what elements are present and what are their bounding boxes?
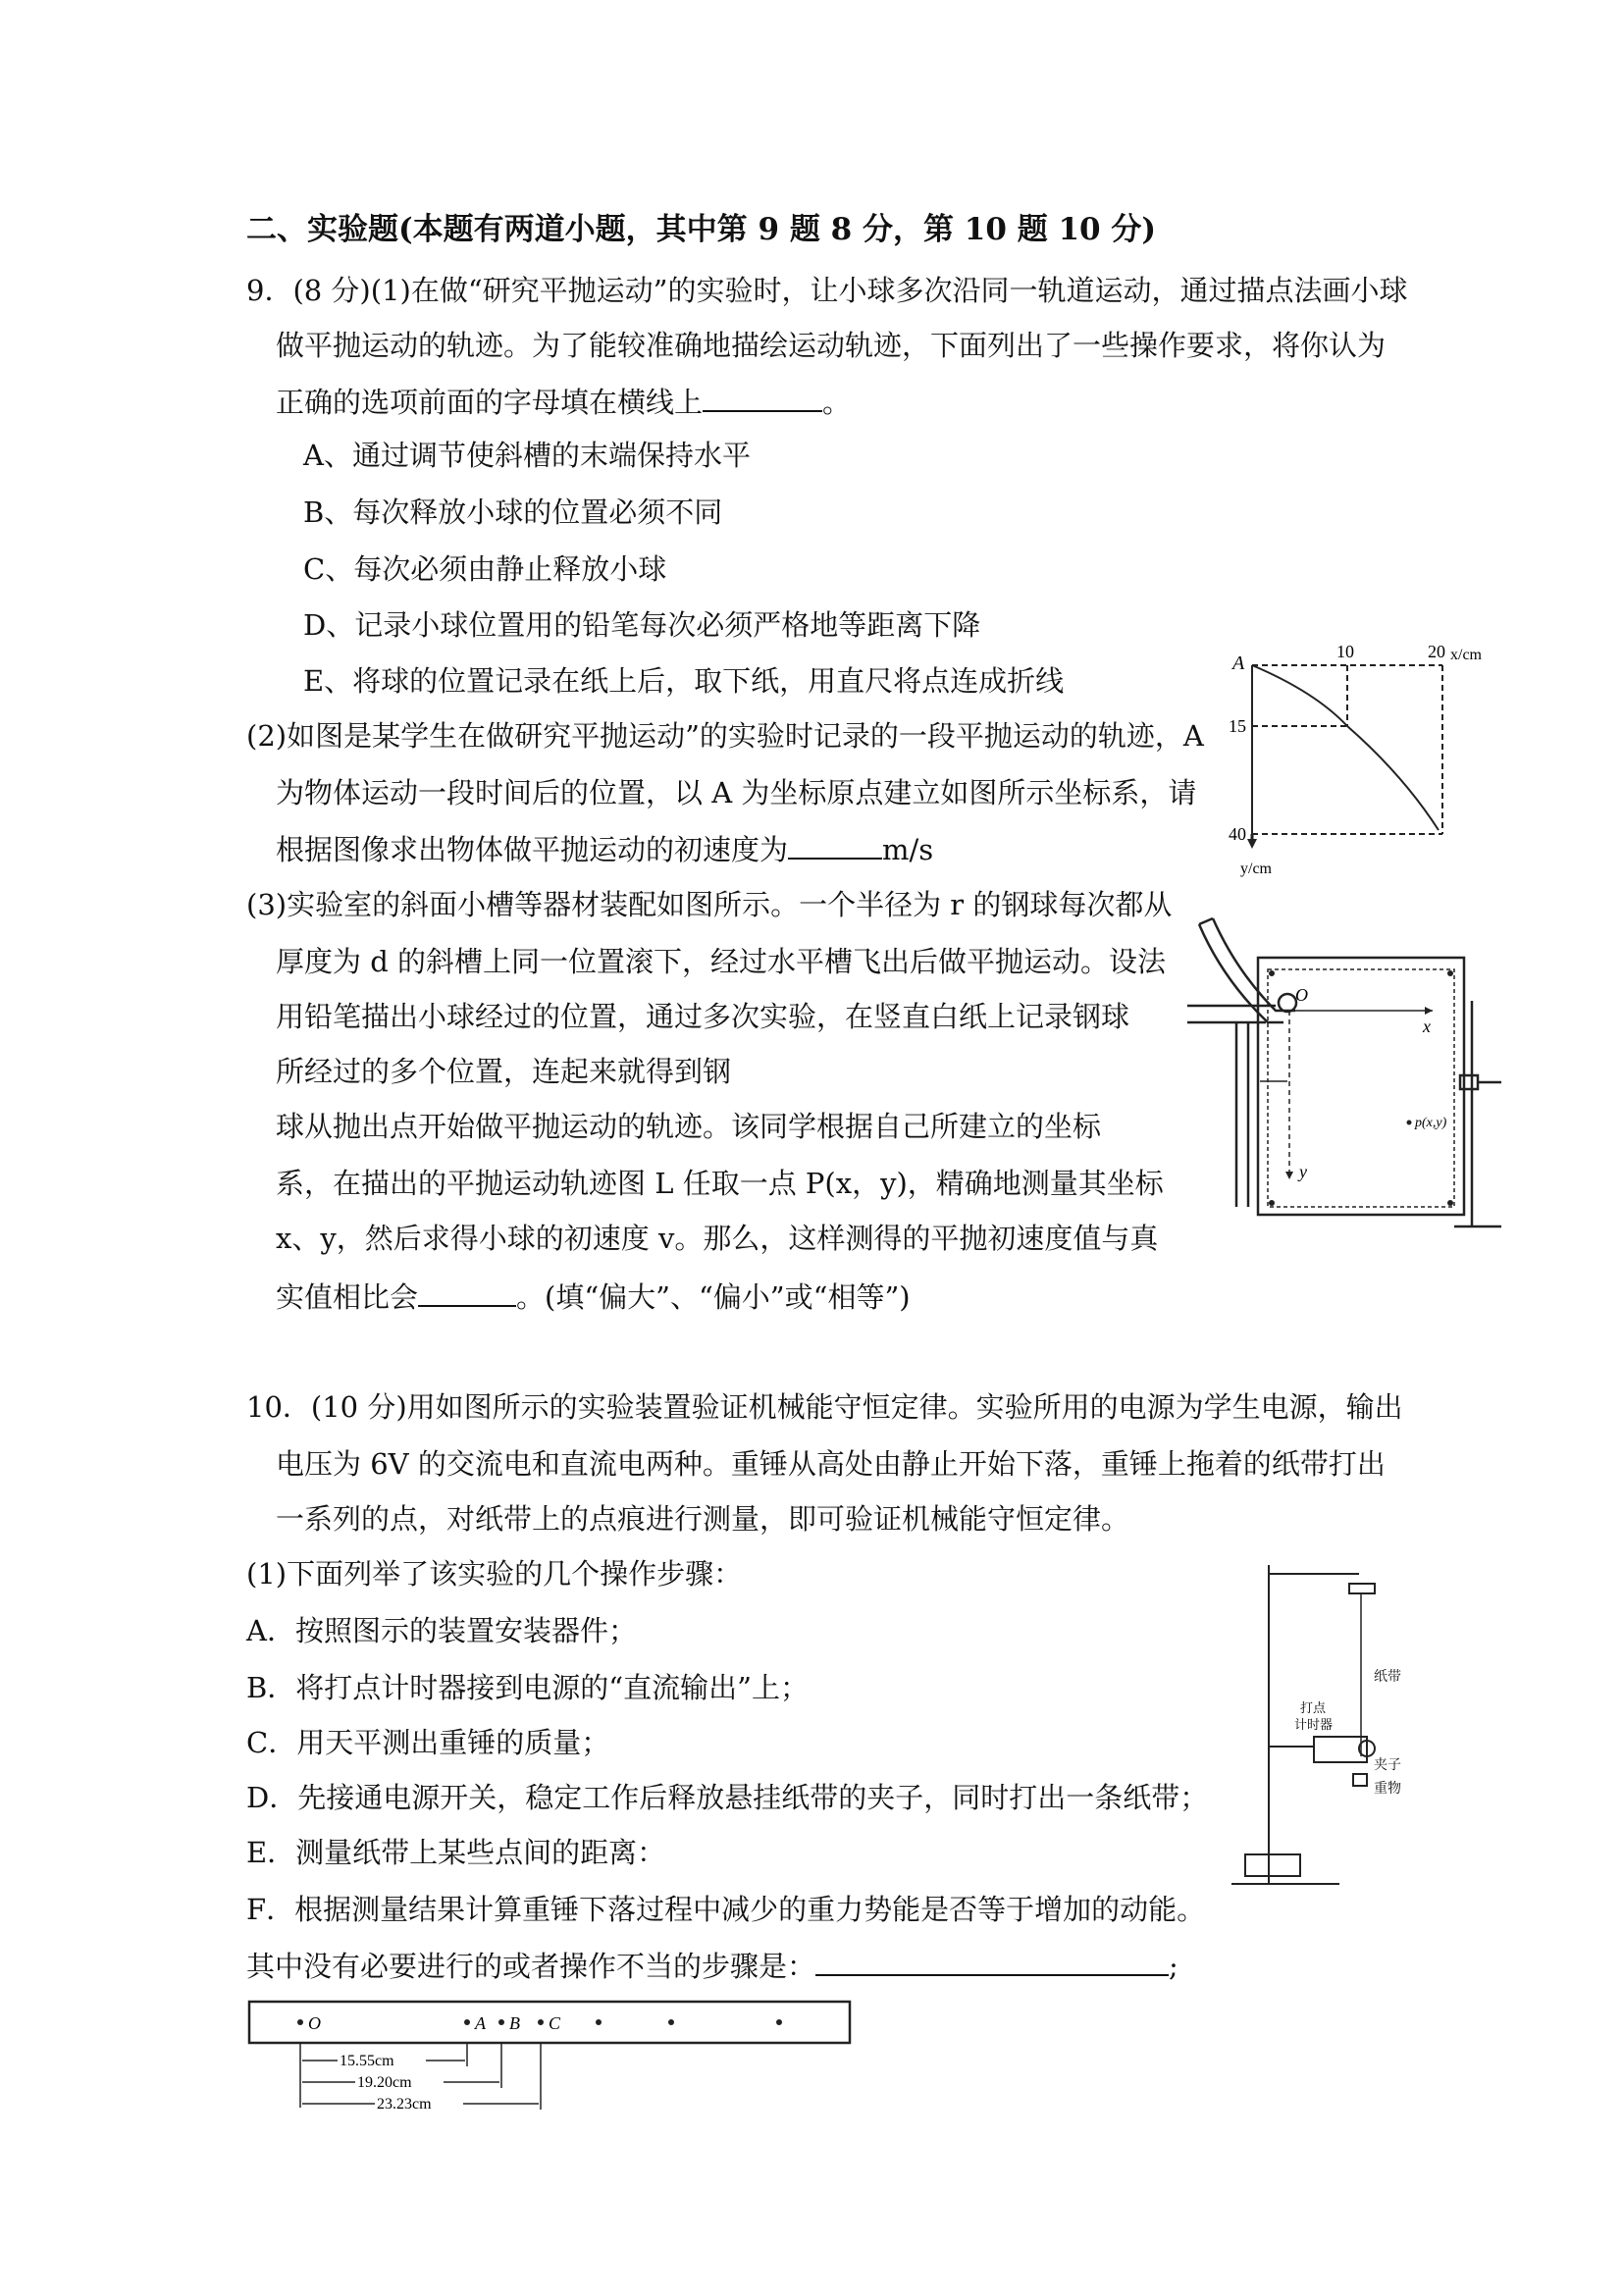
q9-part2-line-2: 为物体运动一段时间后的位置，以 A 为坐标原点建立如图所示坐标系，请 [276,776,1197,809]
q9-line-1: 9．(8 分)(1)在做“研究平抛运动”的实验时，让小球多次沿同一轨道运动，通过描点法画小球 [246,274,1408,307]
q9-option-c: C、每次必须由静止释放小球 [303,552,667,586]
measure-label-2: 19.20cm [357,2074,412,2091]
label-o: O [1295,985,1308,1005]
q10-step-f: F．根据测量结果计算重锤下落过程中减少的重力势能是否等于增加的动能。 [246,1893,1206,1926]
q9-answer-blank-1[interactable] [703,381,822,412]
label-clip: 夹子 [1374,1757,1401,1773]
section-title: 二、实验题(本题有两道小题，其中第 9 题 8 分，第 10 题 10 分) [246,212,1157,247]
trajectory-curve [1252,665,1439,830]
q10-step-b: B．将打点计时器接到电源的“直流输出”上； [246,1671,809,1704]
steel-ball [1279,994,1296,1012]
q10-line-4: (1)下面列举了该实验的几个操作步骤： [246,1557,743,1591]
q10-step-e: E．测量纸带上某些点间的距离： [246,1836,666,1869]
base-plate [1245,1854,1300,1876]
q9-part3-line-6: 系，在描出的平抛运动轨迹图 L 任取一点 P(x，y)，精确地测量其坐标 [276,1167,1164,1200]
tick-x-20: 20 [1428,642,1445,661]
y-unit-label: y/cm [1240,861,1272,877]
q9-line-3-end: 。 [822,386,852,419]
tick-x-10: 10 [1336,642,1354,661]
tick-y-15: 15 [1229,716,1246,736]
q9-part2-line-3-text: 根据图像求出物体做平抛运动的初速度为 [276,833,789,866]
measure-label-3: 23.23cm [377,2096,432,2113]
x-unit-label: x/cm [1450,647,1482,663]
q9-option-a: A、通过调节使斜槽的末端保持水平 [303,439,751,472]
q9-option-b: B、每次释放小球的位置必须不同 [303,496,723,529]
q9-part3-line-5: 球从抛出点开始做平抛运动的轨迹。该同学根据自己所建立的坐标 [276,1110,1102,1143]
trajectory-figure [1227,638,1482,883]
paper-tape-figure [247,1998,856,2115]
free-fall-apparatus-figure [1231,1560,1349,1913]
q10-step-d: D．先接通电源开关，稳定工作后释放悬挂纸带的夹子，同时打出一条纸带； [246,1781,1209,1814]
q9-line-3 [276,381,851,422]
label-y: y [1299,1162,1307,1181]
label-p: p(x,y) [1415,1116,1447,1130]
q9-part3-line-3: 用铅笔描出小球经过的位置，通过多次实验，在竖直白纸上记录钢球 [276,1000,1130,1033]
tape-label-a: A [475,2013,486,2033]
tape-label-b: B [509,2013,520,2033]
q10-step-a: A．按照图示的装置安装器件； [246,1614,637,1647]
q10-last-line [246,1945,1178,1986]
q9-part3-line-4: 所经过的多个位置，连起来就得到钢 [276,1055,732,1088]
q9-part3-line-2: 厚度为 d 的斜槽上同一位置滚下，经过水平槽飞出后做平抛运动。设法 [276,945,1167,978]
q10-last-line-end: ; [1169,1950,1178,1983]
q9-part2-line-1: (2)如图是某学生在做研究平抛运动”的实验时记录的一段平抛运动的轨迹，A [246,719,1204,753]
q9-part3-line-8-a: 实值相比会 [276,1280,419,1314]
q10-step-c: C．用天平测出重锤的质量； [246,1726,610,1759]
q9-part3-line-1: (3)实验室的斜面小槽等器材装配如图所示。一个半径为 r 的钢球每次都从 [246,888,1173,921]
q9-line-2: 做平抛运动的轨迹。为了能较准确地描绘运动轨迹，下面列出了一些操作要求，将你认为 [276,329,1387,362]
label-a: A [1232,652,1245,674]
y-arrow-icon [1247,839,1257,849]
q10-line-2: 电压为 6V 的交流电和直流电两种。重锤从高处由静止开始下落，重锤上拖着的纸带打出 [276,1447,1386,1481]
tape-label-o: O [308,2013,321,2033]
tick-y-40: 40 [1229,824,1246,844]
incline-apparatus-figure [1178,913,1511,1246]
dot-c [538,2019,544,2025]
point-p [1407,1121,1412,1125]
label-weight: 重物 [1374,1781,1401,1797]
q9-part3-line-8 [276,1276,911,1317]
dot-a [464,2019,470,2025]
x-arrow-icon [1425,1007,1433,1015]
q9-line-3-text: 正确的选项前面的字母填在横线上 [276,386,704,419]
label-timer-2: 计时器 [1294,1717,1334,1732]
q9-part3-line-7: x、y，然后求得小球的初速度 v。那么，这样测得的平抛初速度值与真 [276,1222,1159,1255]
measure-label-1: 15.55cm [340,2053,394,2069]
q9-answer-blank-3[interactable] [418,1276,516,1307]
q9-option-e: E、将球的位置记录在纸上后，取下纸，用直尺将点连成折线 [303,664,1065,698]
label-timer-1: 打点 [1300,1700,1327,1715]
q10-line-1: 10．(10 分)用如图所示的实验装置验证机械能守恒定律。实验所用的电源为学生电源，输出 [246,1390,1403,1424]
dot-o [297,2019,303,2025]
q10-last-line-text: 其中没有必要进行的或者操作不当的步骤是： [246,1950,816,1983]
label-tape: 纸带 [1374,1669,1401,1685]
dot-b [498,2019,504,2025]
q10-answer-blank[interactable] [815,1945,1169,1976]
label-x: x [1423,1017,1431,1036]
y-arrow-icon [1285,1172,1293,1179]
weight-block [1353,1774,1367,1786]
q9-part2-line-3 [276,828,933,869]
incline-groove [1213,918,1295,1011]
tape-label-c: C [549,2013,561,2033]
q9-part2-unit: m/s [882,833,934,866]
q9-option-d: D、记录小球位置用的铅笔每次必须严格地等距离下降 [303,608,981,642]
q9-part3-line-8-b: 。(填“偏大”、“偏小”或“相等”) [516,1280,911,1314]
q10-line-3: 一系列的点，对纸带上的点痕进行测量，即可验证机械能守恒定律。 [276,1502,1130,1536]
q9-answer-blank-2[interactable] [788,828,882,860]
